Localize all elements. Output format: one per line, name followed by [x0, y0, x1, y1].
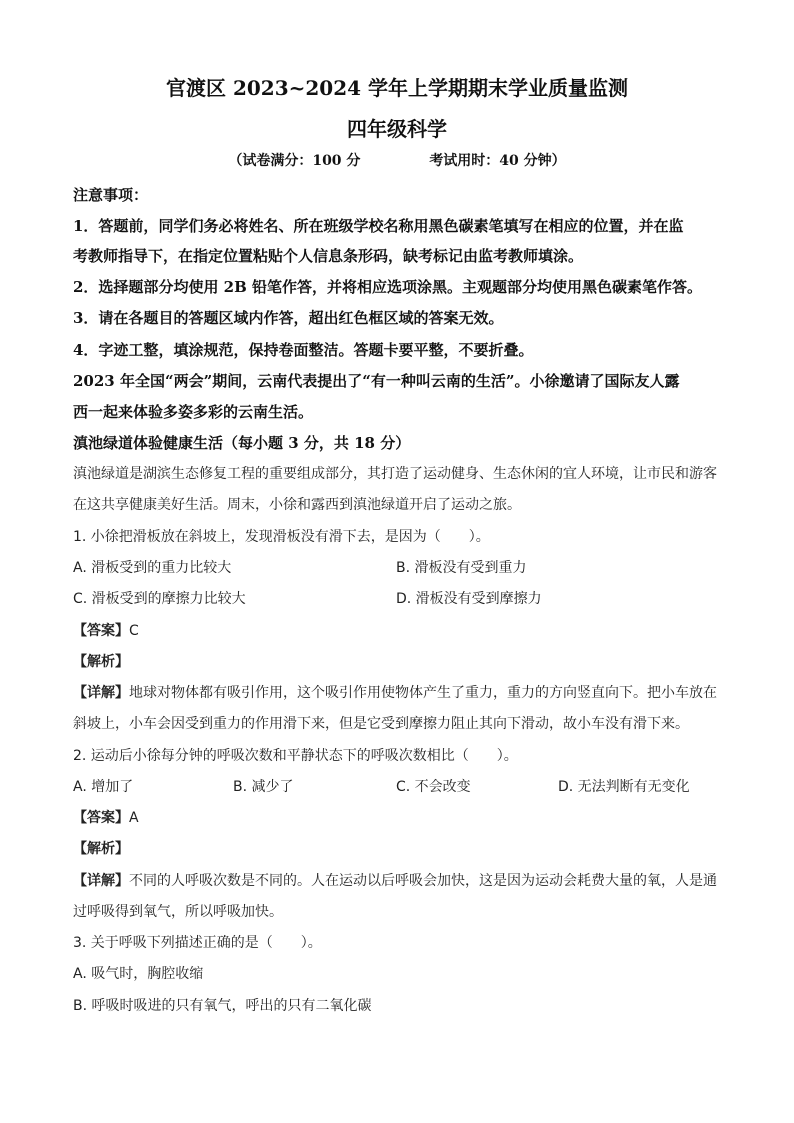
- exam-subject: 四年级科学: [347, 117, 447, 141]
- section-passage: 滇池绿道是湖滨生态修复工程的重要组成部分，其打造了运动健身、生态休闲的宜人环境，让市民和游客: [73, 466, 717, 482]
- q2-option-a: A. 增加了: [73, 779, 134, 795]
- notice-item: 4．字迹工整，填涂规范，保持卷面整洁。答题卡要平整，不要折叠。: [73, 341, 534, 359]
- q2-analysis-tag: 【解析】: [73, 841, 129, 857]
- q1-answer: [73, 620, 139, 640]
- detail-tag: 【详解】: [73, 685, 129, 701]
- question-2-stem: 2. 运动后小徐每分钟的呼吸次数和平静状态下的呼吸次数相比（ ）。: [73, 748, 518, 764]
- answer-value: C: [129, 623, 139, 639]
- exam-info: [0, 150, 794, 170]
- section-heading: 滇池绿道体验健康生活（每小题 3 分，共 18 分）: [73, 434, 411, 452]
- notice-item: 1．答题前，同学们务必将姓名、所在班级学校名称用黑色碳素笔填写在相应的位置，并在监: [73, 217, 684, 235]
- q1-detail-cont: 斜坡上，小车会因受到重力的作用滑下来，但是它受到摩擦力阻止其向下滑动，故小车没有滑下来。: [73, 716, 689, 732]
- intro-text: 西一起来体验多姿多彩的云南生活。: [73, 403, 314, 421]
- q2-option-c: C. 不会改变: [396, 779, 471, 795]
- answer-tag: 【答案】: [73, 623, 129, 639]
- notice-item: 3．请在各题目的答题区域内作答，超出红色框区域的答案无效。: [73, 309, 504, 327]
- full-score: （试卷满分：100 分: [228, 153, 361, 169]
- question-3-stem: 3. 关于呼吸下列描述正确的是（ ）。: [73, 935, 322, 951]
- answer-value: A: [129, 810, 139, 826]
- q1-detail: [73, 682, 717, 702]
- notice-item: 2．选择题部分均使用 2B 铅笔作答，并将相应选项涂黑。主观题部分均使用黑色碳素笔作答。: [73, 278, 703, 296]
- q1-analysis-tag: 【解析】: [73, 654, 129, 670]
- detail-tag: 【详解】: [73, 873, 129, 889]
- q2-detail: [73, 870, 717, 890]
- q2-detail-cont: 过呼吸得到氧气，所以呼吸加快。: [73, 904, 283, 920]
- notice-heading: 注意事项：: [73, 186, 149, 204]
- answer-tag: 【答案】: [73, 810, 129, 826]
- q3-option-a: A. 吸气时，胸腔收缩: [73, 966, 204, 982]
- q2-answer: [73, 807, 139, 827]
- q2-option-d: D. 无法判断有无变化: [558, 779, 690, 795]
- section-passage: 在这共享健康美好生活。周末，小徐和露西到滇池绿道开启了运动之旅。: [73, 497, 521, 513]
- question-1-stem: 1. 小徐把滑板放在斜坡上，发现滑板没有滑下去，是因为（ ）。: [73, 529, 490, 545]
- q1-option-b: B. 滑板没有受到重力: [396, 560, 527, 576]
- detail-text: 不同的人呼吸次数是不同的。人在运动以后呼吸会加快，这是因为运动会耗费大量的氧，人是通: [129, 873, 717, 889]
- detail-text: 地球对物体都有吸引作用，这个吸引作用使物体产生了重力，重力的方向竖直向下。把小车放在: [129, 685, 717, 701]
- q3-option-b: B. 呼吸时吸进的只有氧气，呼出的只有二氧化碳: [73, 998, 372, 1014]
- q1-option-d: D. 滑板没有受到摩擦力: [396, 591, 542, 607]
- exam-time: 考试用时：40 分钟）: [429, 153, 566, 169]
- q2-option-b: B. 减少了: [233, 779, 294, 795]
- intro-text: 2023 年全国“两会”期间，云南代表提出了“有一种叫云南的生活”。小徐邀请了国际友人露: [73, 372, 680, 390]
- q1-option-a: A. 滑板受到的重力比较大: [73, 560, 232, 576]
- notice-item: 考教师指导下，在指定位置粘贴个人信息条形码，缺考标记由监考教师填涂。: [73, 247, 584, 265]
- exam-title: 官渡区 2023~2024 学年上学期期末学业质量监测: [165, 76, 628, 100]
- q1-option-c: C. 滑板受到的摩擦力比较大: [73, 591, 246, 607]
